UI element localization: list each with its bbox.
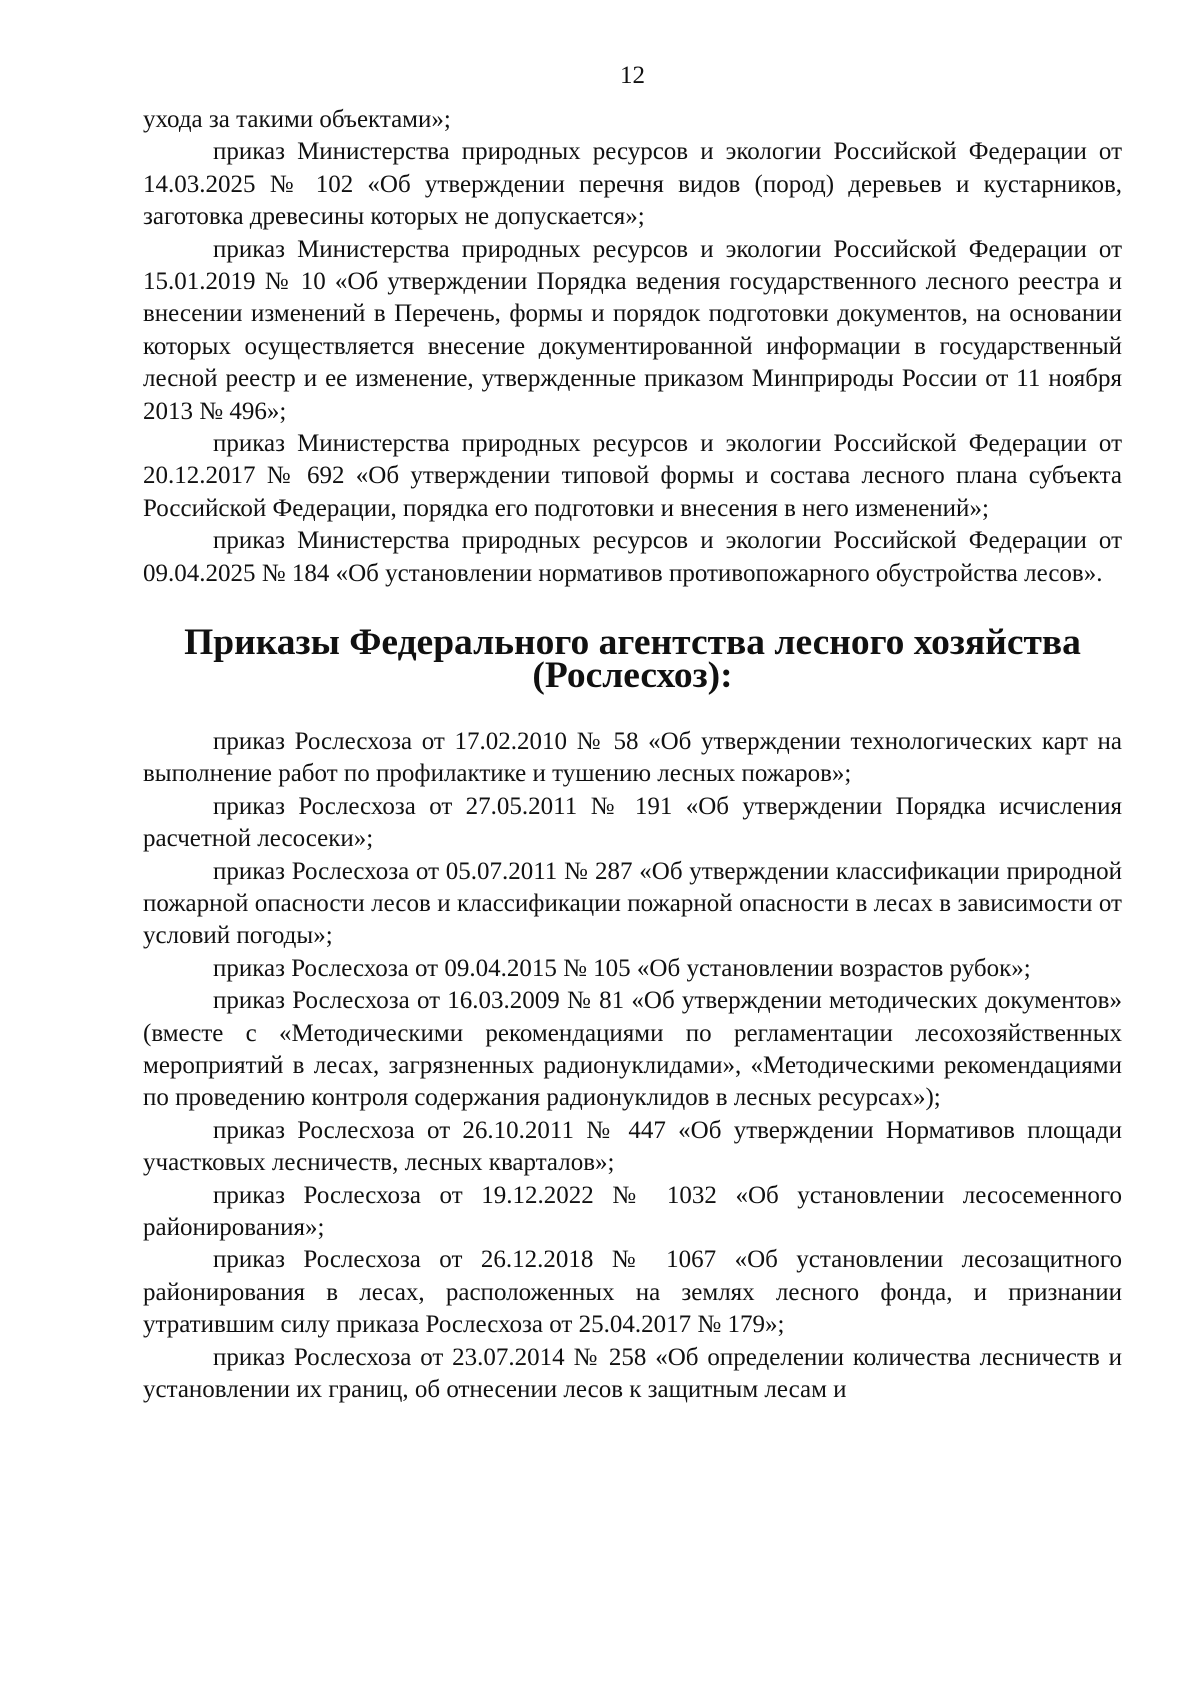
paragraph-order: приказ Министерства природных ресурсов и экологии Российской Федерации от 14.03.2025 № 102 «Об утверждении перечня видов (пород) деревьев и кустарников, заготовка древесины которых не допускается»; bbox=[143, 138, 1122, 231]
paragraph-order: приказ Министерства природных ресурсов и экологии Российской Федерации от 15.01.2019 № 10 «Об утверждении Порядка ведения государственного лесного реестра и внесении изменений в Перечень, формы и порядок подготовки документов, на основании которых осуществляется внесение документированной информации в государственный лесной реестр и ее изменение, утвержденные приказом Минприроды России от 11 ноября 2013 № 496»; bbox=[143, 235, 1122, 425]
paragraph-order: приказ Рослесхоза от 19.12.2022 № 1032 «Об установлении лесосеменного районирования»; bbox=[143, 1181, 1122, 1241]
paragraph-order: приказ Рослесхоза от 09.04.2015 № 105 «Об установлении возрастов рубок»; bbox=[213, 954, 1031, 982]
paragraph-order: приказ Рослесхоза от 16.03.2009 № 81 «Об утверждении методических документов» (вместе с «Методическими рекомендациями по регламентации лесохозяйственных мероприятий в лесах, загрязненных радионуклидами», «Методическими рекомендациями по проведению контроля содержания радионуклидов в лесных ресурсах»); bbox=[143, 987, 1122, 1112]
paragraph-continuation: ухода за такими объектами»; bbox=[143, 106, 451, 133]
page-number: 12 bbox=[620, 62, 645, 89]
section-heading: Приказы Федерального агентства лесного хозяйства (Рослесхоз): bbox=[184, 622, 1081, 696]
paragraph-order: приказ Рослесхоза от 05.07.2011 № 287 «Об утверждении классификации природной пожарной опасности лесов и классификации пожарной опасности в лесах в зависимости от условий погоды»; bbox=[143, 857, 1122, 950]
paragraph-order: приказ Рослесхоза от 23.07.2014 № 258 «Об определении количества лесничеств и установлении их границ, об отнесении лесов к защитным лесам и bbox=[143, 1343, 1122, 1404]
paragraph-order: приказ Министерства природных ресурсов и экологии Российской Федерации от 09.04.2025 № 184 «Об установлении нормативов противопожарного обустройства лесов». bbox=[143, 527, 1122, 587]
paragraph-order: приказ Рослесхоза от 26.12.2018 № 1067 «Об установлении лесозащитного районирования в лесах, расположенных на землях лесного фонда, и признании утратившим силу приказа Рослесхоза от 25.04.2017 № 179»; bbox=[143, 1246, 1122, 1339]
paragraph-order: приказ Рослесхоза от 26.10.2011 № 447 «Об утверждении Нормативов площади участковых лесничеств, лесных кварталов»; bbox=[143, 1116, 1122, 1177]
paragraph-order: приказ Министерства природных ресурсов и экологии Российской Федерации от 20.12.2017 № 692 «Об утверждении типовой формы и состава лесного плана субъекта Российской Федерации, порядка его подготовки и внесения в него изменений»; bbox=[143, 430, 1122, 522]
paragraph-order: приказ Рослесхоза от 17.02.2010 № 58 «Об утверждении технологических карт на выполнение работ по профилактике и тушению лесных пожаров»; bbox=[143, 727, 1122, 788]
paragraph-order: приказ Рослесхоза от 27.05.2011 № 191 «Об утверждении Порядка исчисления расчетной лесосеки»; bbox=[143, 792, 1122, 853]
